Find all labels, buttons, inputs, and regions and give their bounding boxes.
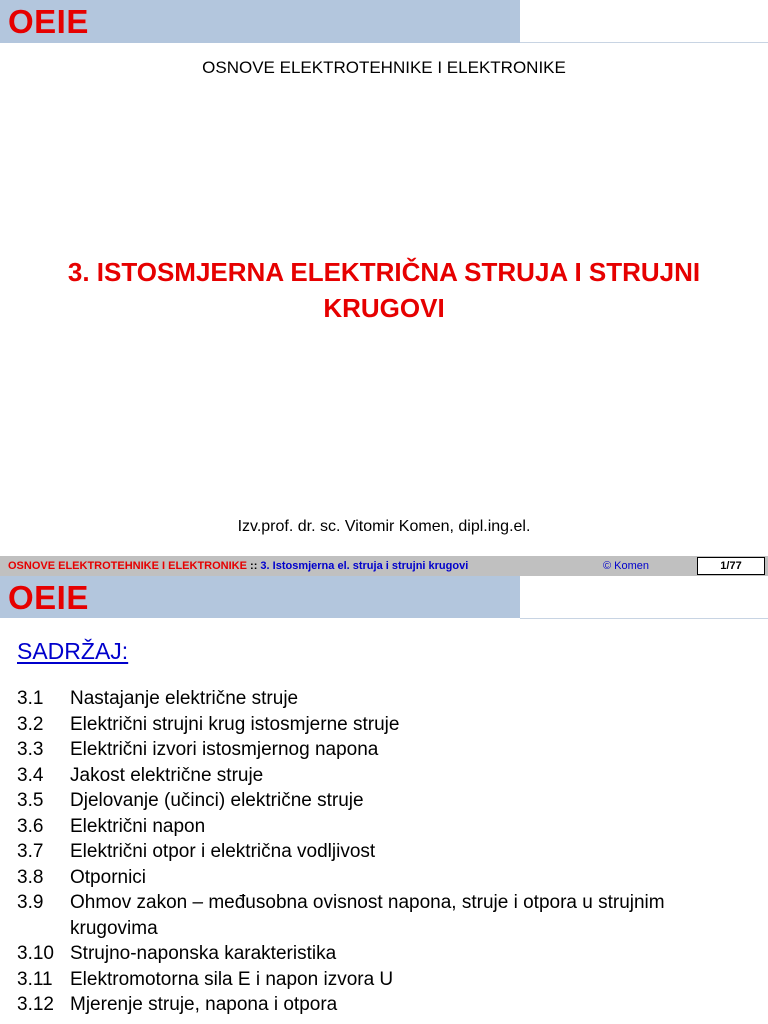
- contents-item-text: Jakost električne struje: [70, 764, 264, 786]
- contents-item: [17, 839, 757, 865]
- contents-item-text: Strujno-naponska karakteristika: [70, 943, 337, 964]
- logo: OEIE: [8, 3, 89, 40]
- contents-item: [17, 763, 757, 789]
- contents-item: [17, 686, 757, 712]
- contents-item-number: 3.12: [17, 994, 54, 1015]
- contents-slide: [0, 576, 768, 1024]
- page-number: 1/77: [697, 557, 765, 575]
- contents-item: [17, 967, 757, 993]
- footer-copyright: © Komen: [603, 560, 650, 572]
- contents-item-number: 3.7: [17, 841, 44, 862]
- contents-item: [17, 865, 757, 891]
- contents-item-number: 3.10: [17, 943, 54, 964]
- contents-item-number: 3.3: [17, 739, 44, 760]
- contents-item: [17, 890, 757, 941]
- chapter-title: 3. ISTOSMJERNA ELEKTRIČNA STRUJA I STRUJNI KRUGOVI: [67, 257, 701, 323]
- contents-item-text: Otpornici: [70, 866, 147, 888]
- contents-item-text: Elektromotorna sila E i napon izvora U: [70, 968, 394, 990]
- footer-course: OSNOVE ELEKTROTEHNIKE I ELEKTRONIKE: [8, 560, 247, 572]
- contents-item-number: 3.6: [17, 815, 44, 837]
- footer-breadcrumb: [8, 560, 468, 572]
- contents-item: [17, 737, 757, 763]
- contents-item-number: 3.11: [17, 968, 53, 990]
- contents-item-number: 3.9: [17, 892, 44, 913]
- contents-item: [17, 992, 757, 1018]
- slide-footer: [0, 556, 768, 576]
- course-title: OSNOVE ELEKTROTEHNIKE I ELEKTRONIKE: [202, 58, 566, 77]
- contents-item-text: Ohmov zakon – međusobna ovisnost napona, struje i otpora u strujnim krugovima: [70, 892, 665, 939]
- contents-item: [17, 814, 757, 840]
- contents-item-number: 3.8: [17, 866, 44, 888]
- contents-item: [17, 788, 757, 814]
- footer-separator: ::: [246, 560, 261, 572]
- header-divider: [520, 42, 768, 43]
- contents-list: [17, 686, 757, 1018]
- contents-item: [17, 941, 757, 967]
- contents-item-text: Električni napon: [70, 815, 206, 837]
- contents-item-text: Električni izvori istosmjernog napona: [70, 739, 379, 760]
- contents-item-text: Djelovanje (učinci) električne struje: [70, 790, 364, 811]
- author-line: Izv.prof. dr. sc. Vitomir Komen, dipl.ing.el.: [237, 518, 531, 535]
- logo: OEIE: [8, 579, 89, 616]
- contents-item-text: Nastajanje električne struje: [70, 688, 299, 709]
- contents-item-number: 3.2: [17, 713, 44, 735]
- contents-item: [17, 712, 757, 738]
- footer-chapter: 3. Istosmjerna el. struja i strujni krugovi: [260, 560, 469, 572]
- contents-item-number: 3.5: [17, 790, 44, 811]
- contents-item-text: Mjerenje struje, napona i otpora: [70, 994, 338, 1015]
- contents-item-text: Električni otpor i električna vodljivost: [70, 841, 376, 862]
- contents-heading: SADRŽAJ:: [17, 638, 129, 664]
- header-divider: [520, 618, 768, 619]
- contents-item-number: 3.4: [17, 764, 44, 786]
- contents-item-number: 3.1: [17, 688, 44, 709]
- contents-item-text: Električni strujni krug istosmjerne struje: [70, 713, 400, 735]
